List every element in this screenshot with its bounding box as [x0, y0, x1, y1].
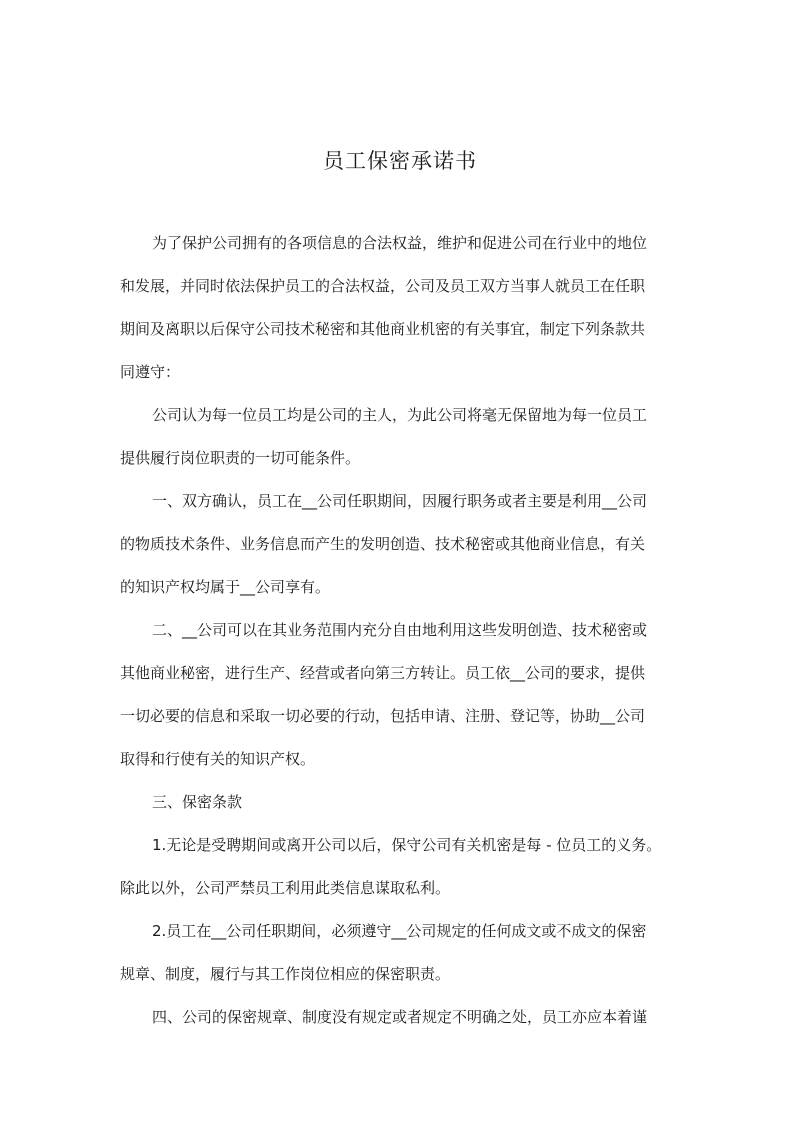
body-line: 一切必要的信息和采取一切必要的行动，包括申请、注册、登记等，协助__公司 [120, 707, 646, 725]
body-line: 为了保护公司拥有的各项信息的合法权益，维护和促进公司在行业中的地位 [152, 234, 648, 252]
body-line: 同遵守： [120, 363, 181, 381]
body-line: 2.员工在__公司任职期间，必须遵守__公司规定的任何成文或不成文的保密 [152, 922, 647, 940]
body-line: 四、公司的保密规章、制度没有规定或者规定不明确之处，员工亦应本着谨 [152, 1008, 648, 1026]
body-line: 除此以外，公司严禁员工利用此类信息谋取私利。 [120, 879, 451, 897]
body-line: 提供履行岗位职责的一切可能条件。 [120, 449, 361, 467]
section-heading: 三、保密条款 [152, 793, 243, 811]
body-line: 的知识产权均属于__公司享有。 [120, 578, 331, 596]
document-title: 员工保密承诺书 [323, 149, 477, 173]
body-line: 和发展，并同时依法保护员工的合法权益，公司及员工双方当事人就员工在任职 [120, 277, 646, 295]
body-line: 期间及离职以后保守公司技术秘密和其他商业机密的有关事宜，制定下列条款共 [120, 320, 646, 338]
body-line: 二、__公司可以在其业务范围内充分自由地利用这些发明创造、技术秘密或 [152, 621, 648, 639]
body-line: 取得和行使有关的知识产权。 [120, 750, 316, 768]
body-line: 规章、制度，履行与其工作岗位相应的保密职责。 [120, 965, 451, 983]
body-line: 一、双方确认，员工在__公司任职期间，因履行职务或者主要是利用__公司 [152, 492, 648, 510]
body-line: 其他商业秘密，进行生产、经营或者向第三方转让。员工依__公司的要求，提供 [120, 664, 646, 682]
body-line: 的物质技术条件、业务信息而产生的发明创造、技术秘密或其他商业信息，有关 [120, 535, 646, 553]
body-line: 公司认为每一位员工均是公司的主人，为此公司将毫无保留地为每一位员工 [152, 406, 648, 424]
document-body [120, 228, 685, 1045]
body-line: 1.无论是受聘期间或离开公司以后，保守公司有关机密是每 - 位员工的义务。 [152, 836, 662, 854]
